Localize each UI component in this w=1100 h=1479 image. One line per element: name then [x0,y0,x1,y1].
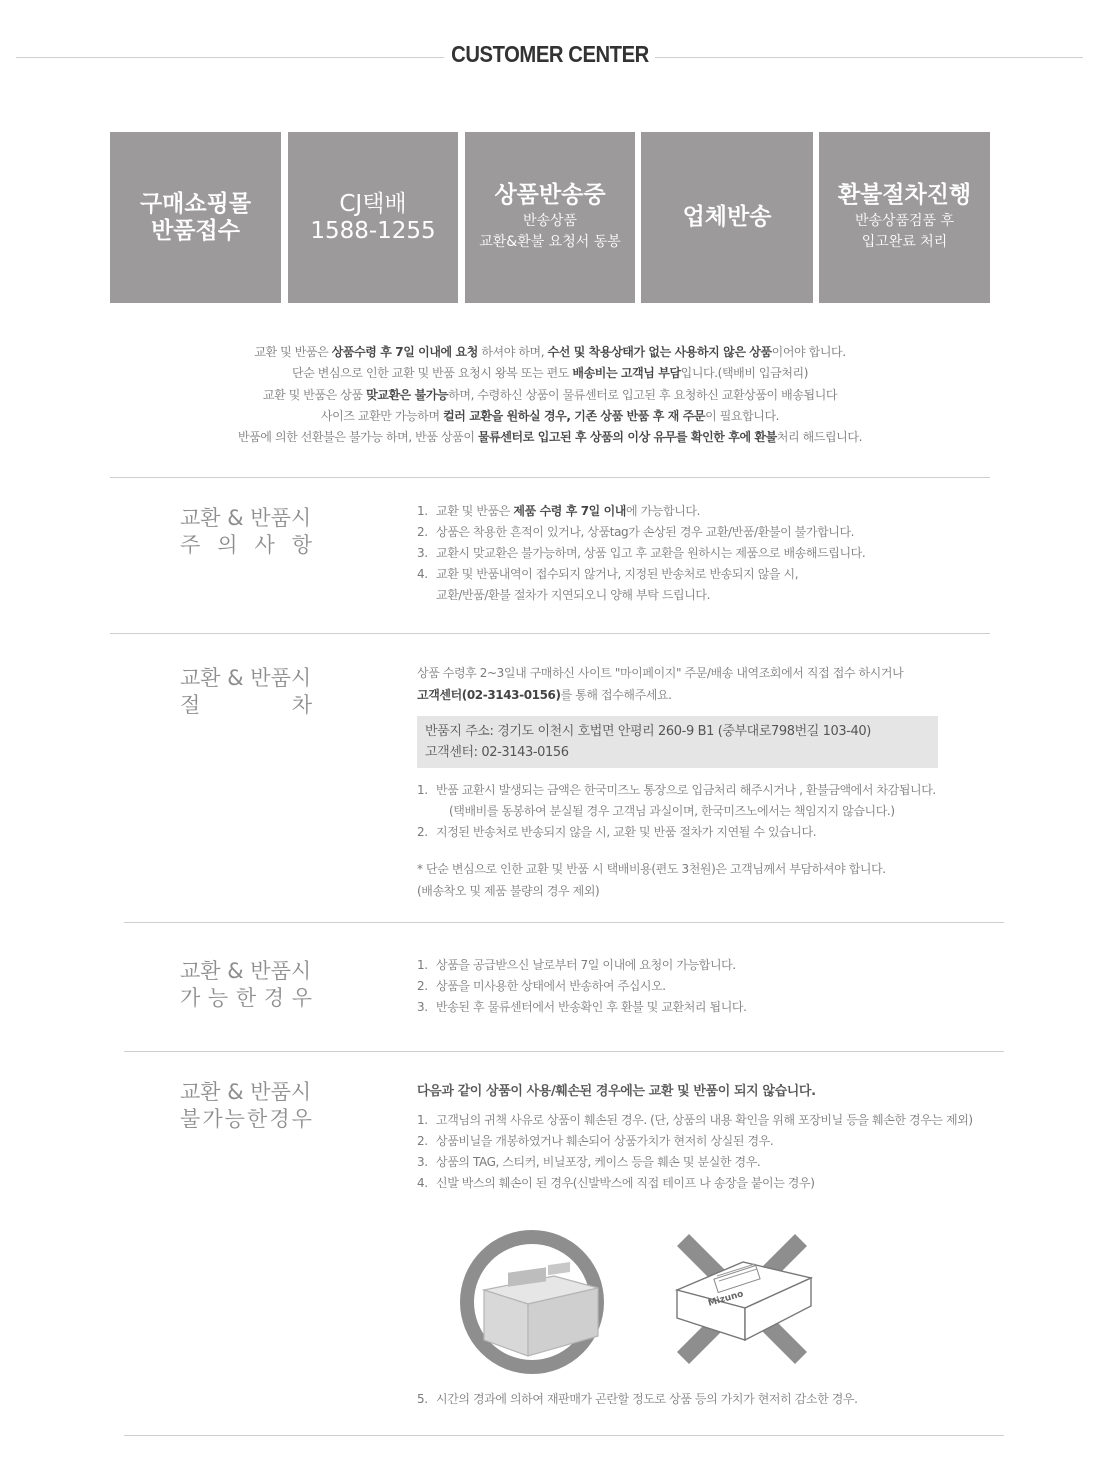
list-item [417,585,1017,606]
step-2 [288,132,458,303]
list-item [417,1152,1017,1173]
list-item [417,1110,1017,1131]
notice-text: 입니다.(택배비 입금처리) [680,366,808,381]
item-text: 상품은 착용한 흔적이 있거나, 상품tag가 손상된 경우 교환/반품/환불이 불가합니다. [436,525,855,539]
acceptable-box-illustration [456,1228,608,1376]
notice-text: 처리 해드립니다. [776,430,862,445]
notice-emphasis: 배송비는 고객님 부담 [572,366,681,381]
item-number: 1. [417,783,428,797]
step-3-subtitle: 반송상품 교환&환불 요청서 동봉 [479,213,621,250]
item-number: 1. [417,504,428,518]
title-char: 경 [269,1107,290,1131]
title-char: 우 [291,986,312,1010]
title-char: 한 [246,1107,268,1131]
title-char: 항 [291,533,312,557]
notice-text: 교환 및 반품은 [254,345,332,359]
item-number: 5. [417,1392,428,1406]
return-process-steps [110,132,990,303]
item-text: 교환/반품/환불 절차가 지연되오니 양해 부탁 드립니다. [436,588,710,602]
title-char: 경 [263,986,285,1010]
list-item [417,801,1017,822]
notice-text: 교환 및 반품은 상품 [262,387,367,402]
notice-text: 단순 변심으로 인한 교환 및 반품 요청시 왕복 또는 편도 [292,366,573,381]
section-title-line: 교환 & 반품시 [180,1080,312,1104]
item-text: 상품의 TAG, 스티커, 비닐포장, 케이스 등을 훼손 및 분실한 경우. [436,1155,761,1169]
step-4 [641,132,813,303]
notice-text: 하며, 수령하신 상품이 물류센터로 입고된 후 요청하신 교환상품이 배송됩니다 [448,387,838,402]
customer-center-phone: 고객센터: 02-3143-0156 [425,745,569,760]
title-char: 한 [235,986,257,1010]
notice-line-5 [0,427,1100,448]
item-text: 신발 박스의 훼손이 된 경우(신발박스에 직접 테이프 나 송장을 붙이는 경우) [436,1176,815,1190]
impossible-item-5 [417,1389,1017,1410]
item-number: 3. [417,1155,428,1169]
item-number: 4. [417,1176,428,1190]
title-char: 가 [180,986,201,1010]
item-number: 3. [417,546,428,560]
section-title-impossible [180,1079,312,1133]
item-text: 상품을 공급받으신 날로부터 7일 이내에 요청이 가능합니다. [436,958,736,972]
step-5-title: 환불절차진행 [837,182,972,208]
title-char: 주 [180,533,201,557]
list-item [417,564,1017,585]
step-1 [110,132,281,303]
notice-text: 사이즈 교환만 가능하며 [320,408,444,423]
step-4-title: 업체반송 [682,204,772,230]
page-title: CUSTOMER CENTER [451,41,649,67]
notice-emphasis: 맞교환은 불가능 [366,387,449,402]
divider [124,1051,1004,1052]
intro-text: 를 통해 접수해주세요. [560,687,672,702]
item-text: 에 가능합니다. [626,504,700,518]
title-char: 차 [291,693,312,717]
step-2-title: CJ택배 1588-1255 [310,190,436,244]
step-5 [819,132,990,303]
procedure-note: (배송착오 및 제품 불량의 경우 제외) [417,883,600,898]
shoebox-icon [677,1262,811,1340]
brand-logo-text: Mizuno [707,1289,745,1309]
item-text: 교환 및 반품내역이 접수되지 않거나, 지정된 반송처로 반송되지 않을 시, [436,567,799,581]
item-number: 2. [417,979,428,993]
item-text: 고객님의 귀책 사유로 상품이 훼손된 경우. (단, 상품의 내용 확인을 위해 포장비닐 등을 훼손한 경우는 제외) [436,1113,973,1127]
item-number: 2. [417,525,428,539]
item-number: 3. [417,1000,428,1014]
title-char: 능 [207,986,229,1010]
procedure-intro [417,685,1017,707]
divider [124,1435,1004,1436]
notice-line-3 [0,385,1100,406]
divider [124,922,1004,923]
item-text: 교환시 맞교환은 불가능하며, 상품 입고 후 교환을 원하시는 제품으로 배송해드립니다. [436,546,866,560]
impossible-list-cont [417,1389,1017,1410]
notice-line-4 [0,406,1100,427]
impossible-list [417,1110,1017,1194]
item-number: 1. [417,958,428,972]
list-item [417,976,1017,997]
section-title-possible [180,958,312,1012]
step-1-title: 구매쇼핑몰 반품접수 [139,190,252,244]
notice-emphasis: 물류센터로 입고된 후 상품의 이상 유무를 확인한 후에 환불 [477,430,777,445]
procedure-note: * 단순 변심으로 인한 교환 및 반품 시 택배비용(편도 3천원)은 고객님께서 부담하셔야 합니다. [417,862,886,876]
section-title-line [180,532,312,559]
return-address: 반품지 주소: 경기도 이천시 호법면 안평리 260-9 B1 (중부대로798번길 103-40) [425,724,871,739]
notice-emphasis: 상품수령 후 7일 이내에 요청 [331,345,478,359]
title-char: 절 [180,693,201,717]
item-text: 반송된 후 물류센터에서 반송확인 후 환불 및 교환처리 됩니다. [436,1000,747,1014]
section-title-line: 교환 & 반품시 [180,506,312,530]
step-3 [465,132,635,303]
list-item [417,822,1017,843]
item-text: 상품을 미사용한 상태에서 반송하여 주십시오. [436,979,666,993]
step-5-subtitle: 반송상품검품 후 입고완료 처리 [854,213,955,250]
divider [110,477,990,478]
item-text: 상품비닐을 개봉하였거나 훼손되어 상품가치가 현저히 상실된 경우. [436,1134,774,1148]
notice-line-1 [0,342,1100,363]
section-content-caution [417,501,1017,606]
notice-line-2 [0,363,1100,384]
list-item [417,997,1017,1018]
notice-text: 반품에 의한 선환불은 불가능 하며, 반품 상품이 [238,430,478,445]
list-item [417,522,1017,543]
item-emphasis: 제품 수령 후 7일 이내 [513,504,627,518]
item-number: 2. [417,1134,428,1148]
section-content-procedure [417,663,1017,902]
section-title-line: 교환 & 반품시 [180,959,312,983]
impossible-lead: 다음과 같이 상품이 사용/훼손된 경우에는 교환 및 반품이 되지 않습니다. [417,1084,816,1099]
notice-text: 이어야 합니다. [771,345,846,359]
notice-text: 하셔야 하며, [477,345,548,359]
procedure-intro: 상품 수령후 2~3일내 구매하신 사이트 "마이페이지" 주문/배송 내역조회에서 직접 접수 하시거나 [417,666,904,680]
notice-emphasis: 수선 및 착용상태가 없는 사용하지 않은 상품 [547,345,772,359]
title-char: 불 [180,1107,201,1131]
item-text: 교환 및 반품은 [436,504,514,518]
list-item [417,1173,1017,1194]
damaged-box-illustration [673,1232,815,1366]
section-content-impossible [417,1080,1017,1194]
title-char: 사 [254,533,275,557]
item-text: 지정된 반송처로 반송되지 않을 시, 교환 및 반품 절차가 지연될 수 있습니다. [436,825,817,839]
section-title-caution [180,505,312,559]
notice-emphasis: 컬러 교환을 원하실 경우, 기존 상품 반품 후 재 주문 [443,408,706,423]
item-number: 2. [417,825,428,839]
title-char: 가 [202,1107,223,1131]
center-phone: 고객센터(02-3143-0156) [417,687,561,702]
list-item [417,780,1017,801]
return-notice [0,342,1100,448]
possible-list [417,955,1017,1018]
item-text: (택배비를 동봉하여 분실될 경우 고객님 과실이며, 한국미즈노에서는 책임지지 않습니다.) [449,804,895,818]
section-content-possible [417,955,1017,1018]
section-title-line [180,692,312,719]
section-title-line [180,1106,312,1133]
item-number: 4. [417,567,428,581]
section-title-line: 교환 & 반품시 [180,666,312,690]
notice-text: 이 필요합니다. [705,408,780,423]
procedure-list [417,780,1017,843]
item-text: 시간의 경과에 의하여 재판매가 곤란할 정도로 상품 등의 가치가 현저히 감소한 경우. [436,1392,858,1406]
item-text: 반품 교환시 발생되는 금액은 한국미즈노 통장으로 입금처리 해주시거나 , 환불금액에서 차감됩니다. [436,783,936,797]
list-item [417,1131,1017,1152]
section-title-procedure [180,665,312,719]
section-title-line [180,985,312,1012]
return-address-box [417,716,938,768]
title-char: 의 [217,533,238,557]
title-char: 능 [224,1107,245,1131]
divider [110,633,990,634]
caution-list [417,501,1017,606]
step-3-title: 상품반송중 [494,182,606,208]
list-item [417,955,1017,976]
list-item [417,543,1017,564]
list-item [417,501,1017,522]
title-char: 우 [291,1107,312,1131]
list-item [417,1389,1017,1410]
item-number: 1. [417,1113,428,1127]
